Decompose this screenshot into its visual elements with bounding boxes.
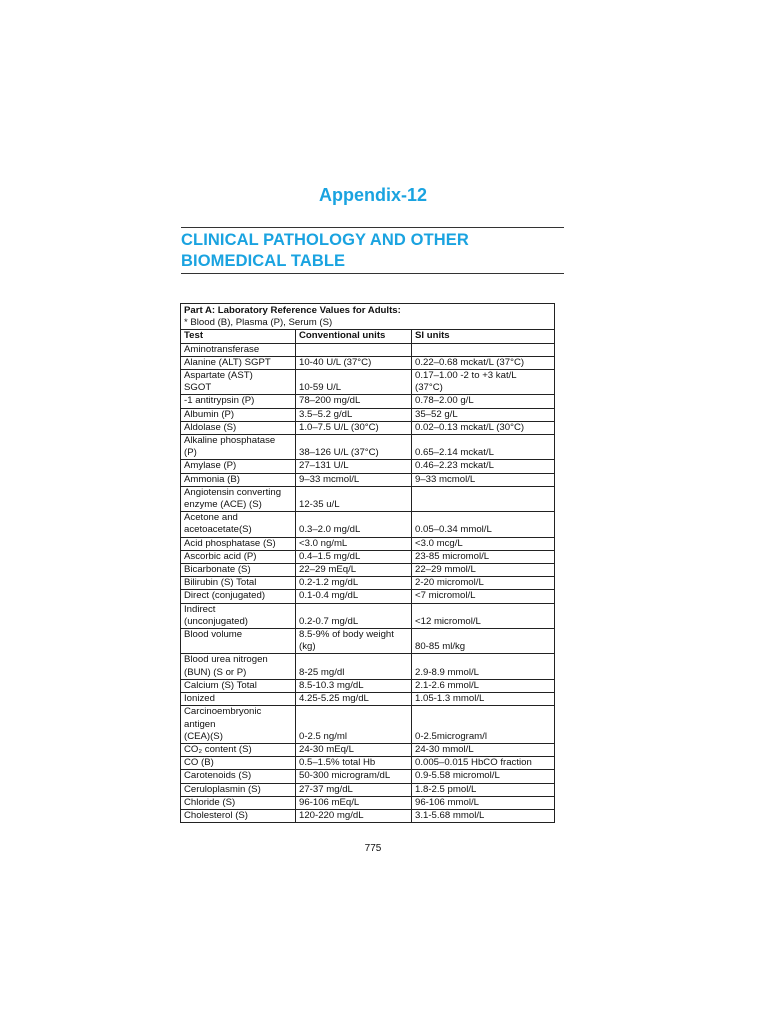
si-units-cell: 23-85 micromol/L [412, 550, 555, 563]
test-cell: Angiotensin converting enzyme (ACE) (S) [181, 486, 296, 511]
test-cell: Direct (conjugated) [181, 590, 296, 603]
test-cell: Blood urea nitrogen (BUN) (S or P) [181, 654, 296, 679]
conventional-units-cell: 10-59 U/L [296, 370, 412, 395]
section-heading-line-2: BIOMEDICAL TABLE [181, 252, 346, 270]
si-units-cell: 0.02–0.13 mckat/L (30°C) [412, 421, 555, 434]
section-heading [181, 230, 564, 272]
si-units-cell: 1.05-1.3 mmol/L [412, 693, 555, 706]
si-units-cell: 1.8-2.5 pmol/L [412, 783, 555, 796]
table-caption-row [181, 304, 555, 330]
si-units-cell: 0.78–2.00 g/L [412, 395, 555, 408]
table-row [181, 435, 555, 460]
table-row [181, 679, 555, 692]
table-row [181, 770, 555, 783]
table-row [181, 629, 555, 654]
table-row [181, 783, 555, 796]
si-units-cell [412, 343, 555, 356]
table-row [181, 408, 555, 421]
si-units-cell: 0.05–0.34 mmol/L [412, 512, 555, 537]
table-row [181, 356, 555, 369]
conventional-units-cell: 8-25 mg/dl [296, 654, 412, 679]
conventional-units-cell: 78–200 mg/dL [296, 395, 412, 408]
table-row [181, 473, 555, 486]
table-row [181, 693, 555, 706]
table-title: Part A: Laboratory Reference Values for Adults: [184, 305, 401, 316]
table-row [181, 512, 555, 537]
conventional-units-cell: 9–33 mcmol/L [296, 473, 412, 486]
si-units-cell [412, 486, 555, 511]
si-units-cell: 0.65–2.14 mckat/L [412, 435, 555, 460]
table-row [181, 796, 555, 809]
test-cell: Aminotransferase [181, 343, 296, 356]
conventional-units-cell: 120-220 mg/dL [296, 809, 412, 822]
table-row [181, 395, 555, 408]
reference-table-body [181, 304, 555, 823]
conventional-units-cell: 0-2.5 ng/ml [296, 706, 412, 744]
test-cell: Ascorbic acid (P) [181, 550, 296, 563]
si-units-cell: 9–33 mcmol/L [412, 473, 555, 486]
column-header-test: Test [181, 330, 296, 343]
conventional-units-cell: 27–131 U/L [296, 460, 412, 473]
test-cell: Acetone and acetoacetate(S) [181, 512, 296, 537]
conventional-units-cell: 0.1-0.4 mg/dL [296, 590, 412, 603]
test-cell: Aspartate (AST) SGOT [181, 370, 296, 395]
table-row [181, 564, 555, 577]
si-units-cell: 2.9-8.9 mmol/L [412, 654, 555, 679]
test-cell: Cholesterol (S) [181, 809, 296, 822]
si-units-cell: <12 micromol/L [412, 603, 555, 628]
test-cell: Alkaline phosphatase (P) [181, 435, 296, 460]
si-units-cell: 0.9-5.58 micromol/L [412, 770, 555, 783]
test-cell: Ionized [181, 693, 296, 706]
test-cell: Chloride (S) [181, 796, 296, 809]
conventional-units-cell: 0.4–1.5 mg/dL [296, 550, 412, 563]
si-units-cell: 2-20 micromol/L [412, 577, 555, 590]
test-cell: -1 antitrypsin (P) [181, 395, 296, 408]
table-subtitle: * Blood (B), Plasma (P), Serum (S) [184, 317, 333, 329]
conventional-units-cell: 4.25-5.25 mg/dL [296, 693, 412, 706]
si-units-cell: 3.1-5.68 mmol/L [412, 809, 555, 822]
test-cell: Amylase (P) [181, 460, 296, 473]
heading-top-rule [181, 227, 564, 228]
appendix-title: Appendix-12 [318, 185, 428, 205]
conventional-units-cell: 8.5-10.3 mg/dL [296, 679, 412, 692]
si-units-cell: 0.46–2.23 mckat/L [412, 460, 555, 473]
si-units-cell: 24-30 mmol/L [412, 743, 555, 756]
table-row [181, 706, 555, 744]
table-row [181, 370, 555, 395]
si-units-cell: 0.22–0.68 mckat/L (37°C) [412, 356, 555, 369]
conventional-units-cell: 0.3–2.0 mg/dL [296, 512, 412, 537]
si-units-cell: 22–29 mmol/L [412, 564, 555, 577]
conventional-units-cell: 10-40 U/L (37°C) [296, 356, 412, 369]
conventional-units-cell: 38–126 U/L (37°C) [296, 435, 412, 460]
table-row [181, 421, 555, 434]
section-heading-line-1: CLINICAL PATHOLOGY AND OTHER [181, 231, 469, 249]
si-units-cell: 96-106 mmol/L [412, 796, 555, 809]
test-cell: Ceruloplasmin (S) [181, 783, 296, 796]
test-cell: CO₂ content (S) [181, 743, 296, 756]
column-header-conventional-units: Conventional units [296, 330, 412, 343]
page-number: 775 [364, 843, 382, 854]
column-header-si-units: SI units [412, 330, 555, 343]
conventional-units-cell: 0.2-1.2 mg/dL [296, 577, 412, 590]
table-caption [181, 304, 555, 330]
test-cell: Bilirubin (S) Total [181, 577, 296, 590]
test-cell: Carotenoids (S) [181, 770, 296, 783]
conventional-units-cell: 12-35 u/L [296, 486, 412, 511]
si-units-cell: 0-2.5microgram/l [412, 706, 555, 744]
table-row [181, 809, 555, 822]
test-cell: Indirect (unconjugated) [181, 603, 296, 628]
test-cell: Albumin (P) [181, 408, 296, 421]
test-cell: Aldolase (S) [181, 421, 296, 434]
table-row [181, 743, 555, 756]
conventional-units-cell: 0.5–1.5% total Hb [296, 757, 412, 770]
si-units-cell: 0.17–1.00 -2 to +3 kat/L (37°C) [412, 370, 555, 395]
test-cell: Alanine (ALT) SGPT [181, 356, 296, 369]
test-cell: Ammonia (B) [181, 473, 296, 486]
reference-values-table [180, 303, 555, 823]
table-row [181, 577, 555, 590]
test-cell: Acid phosphatase (S) [181, 537, 296, 550]
conventional-units-cell: 24-30 mEq/L [296, 743, 412, 756]
heading-bottom-rule [181, 273, 564, 274]
conventional-units-cell: 0.2-0.7 mg/dL [296, 603, 412, 628]
table-row [181, 486, 555, 511]
table-row [181, 603, 555, 628]
conventional-units-cell [296, 343, 412, 356]
si-units-cell: 0.005–0.015 HbCO fraction [412, 757, 555, 770]
si-units-cell: 80-85 ml/kg [412, 629, 555, 654]
table-row [181, 654, 555, 679]
conventional-units-cell: 50-300 microgram/dL [296, 770, 412, 783]
table-row [181, 757, 555, 770]
table-row [181, 537, 555, 550]
test-cell: Bicarbonate (S) [181, 564, 296, 577]
test-cell: CO (B) [181, 757, 296, 770]
conventional-units-cell: <3.0 ng/mL [296, 537, 412, 550]
si-units-cell: 35–52 g/L [412, 408, 555, 421]
si-units-cell: <3.0 mcg/L [412, 537, 555, 550]
table-row [181, 343, 555, 356]
test-cell: Carcinoembryonic antigen (CEA)(S) [181, 706, 296, 744]
conventional-units-cell: 27-37 mg/dL [296, 783, 412, 796]
si-units-cell: <7 micromol/L [412, 590, 555, 603]
table-header-row [181, 330, 555, 343]
conventional-units-cell: 96-106 mEq/L [296, 796, 412, 809]
table-row [181, 550, 555, 563]
si-units-cell: 2.1-2.6 mmol/L [412, 679, 555, 692]
table-row [181, 460, 555, 473]
table-row [181, 590, 555, 603]
test-cell: Blood volume [181, 629, 296, 654]
test-cell: Calcium (S) Total [181, 679, 296, 692]
conventional-units-cell: 1.0–7.5 U/L (30°C) [296, 421, 412, 434]
conventional-units-cell: 8.5-9% of body weight (kg) [296, 629, 412, 654]
conventional-units-cell: 22–29 mEq/L [296, 564, 412, 577]
conventional-units-cell: 3.5–5.2 g/dL [296, 408, 412, 421]
